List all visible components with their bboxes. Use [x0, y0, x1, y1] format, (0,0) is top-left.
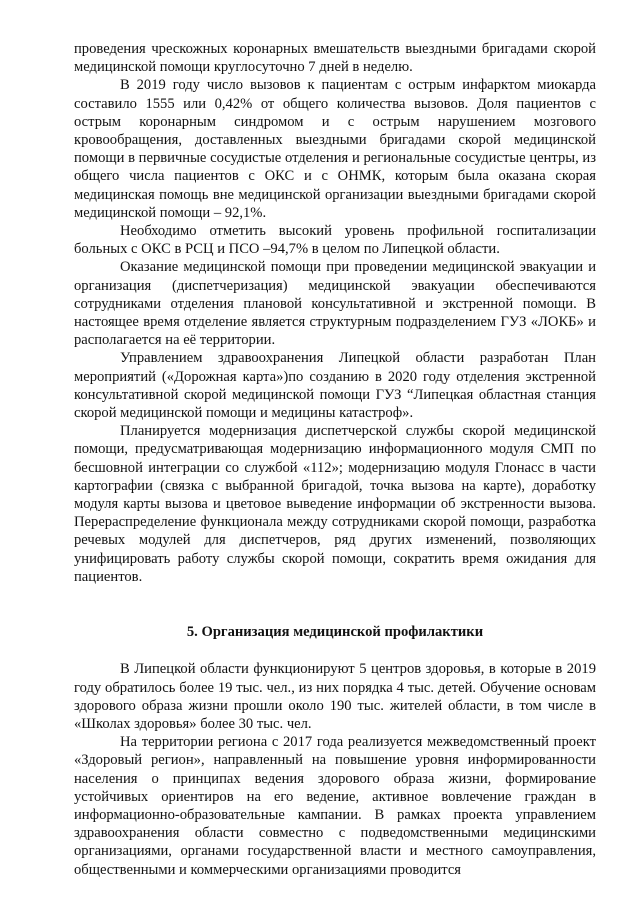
paragraph-hospitalization-level: Необходимо отметить высокий уровень профильной госпитализации больных с ОКС в РСЦ и ПСО –94,7% в целом по Липецкой области.: [74, 223, 596, 258]
paragraph-roadmap-plan: Управлением здравоохранения Липецкой области разработан План мероприятий («Дорожная карта»)по созданию в 2020 году отделения экстренной консультативной скорой медицинской помощи ГУЗ “Липецкая областная станция скорой медицинской помощи и медицины катастроф».: [74, 350, 596, 422]
paragraph-pci-brigades: проведения чрескожных коронарных вмешательств выездными бригадами скорой медицинской помощи круглосуточно 7 дней в неделю.: [74, 41, 596, 76]
paragraph-dispatch-modernization: Планируется модернизация диспетчерской службы скорой медицинской помощи, предусматривающая модернизацию информационного модуля СМП по бесшовной интеграции со службой «112»; модернизацию модуля Глонасс в части картографии (связка с выбранной бригадой, точка вызова на карте), доработку модуля карты вызова и цветовое выведение информации об экстренности вызова. Перераспределение функционала между сотрудниками скорой помощи, разработка речевых модулей для диспетчеров, ряд других изменений, позволяющих унифицировать работу службы скорой помощи, сократить время ожидания для пациентов.: [74, 423, 596, 585]
section-title: 5. Организация медицинской профилактики: [186, 624, 484, 641]
paragraph-health-centers: В Липецкой области функционируют 5 центров здоровья, в которые в 2019 году обратилось более 19 тыс. чел., из них порядка 4 тыс. детей. Обучение основам здорового образа жизни прошли около 190 тыс. жителей области, в том числе в «Школах здоровья» более 30 тыс. чел.: [74, 661, 596, 732]
paragraph-medical-evacuation: Оказание медицинской помощи при проведении медицинской эвакуации и организация (диспетчеризация) медицинской эвакуации обеспечиваются сотрудниками отделения плановой консультативной и экстренной помощи. В настоящее время отделение является структурным подразделением ГУЗ «ЛОКБ» и располагается на её территории.: [74, 259, 596, 349]
paragraph-healthy-region-project: На территории региона с 2017 года реализуется межведомственный проект «Здоровый регион», направленный на повышение уровня информированности населения о принципах ведения здорового образа жизни, формирование устойчивых ориентиров на его ведение, активное вовлечение граждан в информационно-образовательные кампании. В рамках проекта управлением здравоохранения области совместно с подведомственными медицинскими организациями, органами государственной власти и местного самоуправления, общественными и коммерческими организациями проводится: [74, 734, 596, 878]
paragraph-heart-attack-calls: В 2019 году число вызовов к пациентам с острым инфарктом миокарда составило 1555 или 0,42% от общего количества вызовов. Доля пациентов с острым коронарным синдромом и с острым нарушением мозгового кровообращения, доставленных выездными бригадами скорой медицинской помощи в первичные сосудистые отделения и региональные сосудистые центры, из общего числа пациентов с ОКС и с ОНМК, которым была оказана скорая медицинская помощь вне медицинской организации выездными бригадами скорой медицинской помощи – 92,1%.: [74, 77, 596, 221]
document-page: [74, 40, 596, 879]
